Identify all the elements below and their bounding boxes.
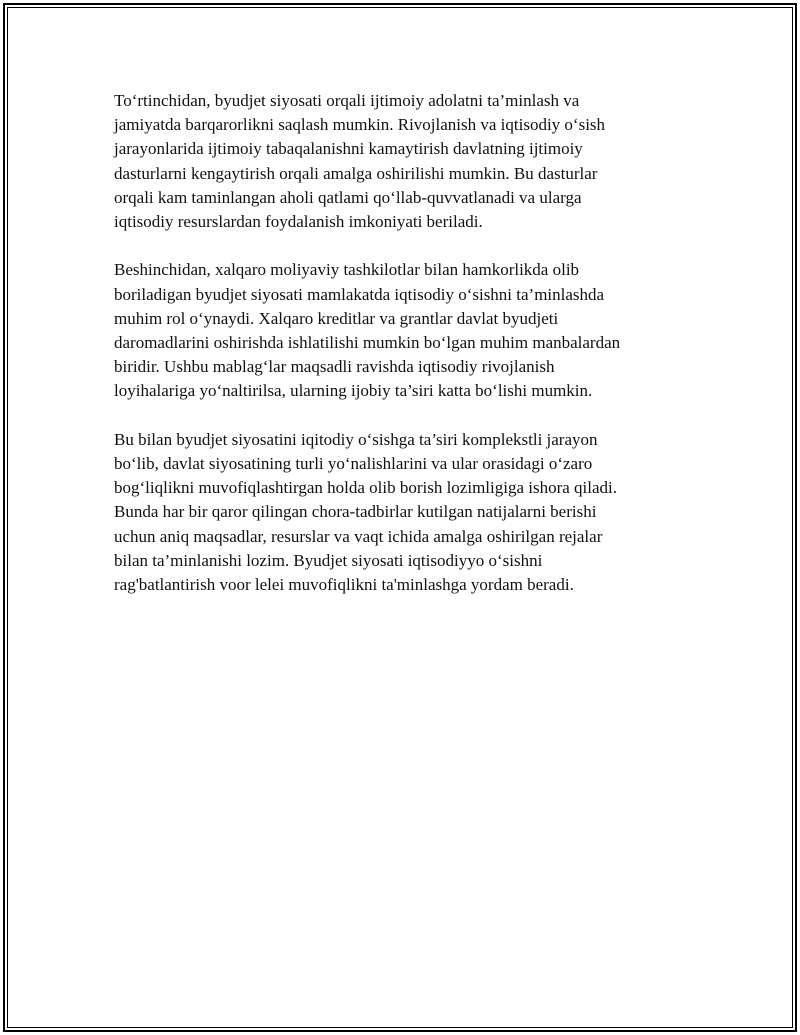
text-line: Bu bilan byudjet siyosatini iqitodiy o‘sishga ta’siri komplekstli jarayon — [114, 429, 598, 449]
text-line: orqali kam taminlangan aholi qatlami qo‘llab-quvvatlanadi va ularga — [114, 187, 582, 207]
text-line: uchun aniq maqsadlar, resurslar va vaqt ichida amalga oshirilgan rejalar — [114, 526, 603, 546]
text-line: bo‘lib, davlat siyosatining turli yo‘nalishlarini va ular orasidagi o‘zaro — [114, 454, 593, 474]
paragraph-2 — [114, 258, 680, 403]
text-line: To‘rtinchidan, byudjet siyosati orqali ijtimoiy adolatni ta’minlash va — [114, 91, 580, 110]
text-line: daromadlarini oshirishda ishlatilishi mumkin bo‘lgan muhim manbalardan — [114, 333, 621, 353]
paragraph-3 — [114, 428, 680, 597]
text-line: Bunda har bir qaror qilingan chora-tadbirlar kutilgan natijalarni berishi — [114, 502, 597, 522]
text-line: muhim rol o‘ynaydi. Xalqaro kreditlar va grantlar davlat byudjeti — [114, 308, 559, 328]
text-line: bilan ta’minlanishi lozim. Byudjet siyosati iqtisodiyyo o‘sishni — [114, 550, 543, 570]
text-line: rag'batlantirish voor lelei muvofiqlikni ta'minlashga yordam beradi. — [114, 575, 574, 595]
text-line: jamiyatda barqarorlikni saqlash mumkin. Rivojlanish va iqtisodiy o‘sish — [114, 115, 606, 135]
paragraph-1 — [114, 89, 680, 234]
text-line: Beshinchidan, xalqaro moliyaviy tashkilotlar bilan hamkorlikda olib — [114, 260, 580, 280]
text-line: boriladigan byudjet siyosati mamlakatda iqtisodiy o‘sishni ta’minlashda — [114, 284, 605, 304]
text-line: bog‘liqlikni muvofiqlashtirgan holda olib borish lozimligiga ishora qiladi. — [114, 478, 618, 498]
text-line: loyihalariga yo‘naltirilsa, ularning ijobiy ta’siri katta bo‘lishi mumkin. — [114, 381, 593, 401]
text-line: jarayonlarida ijtimoiy tabaqalanishni kamaytirish davlatning ijtimoiy — [114, 139, 583, 159]
text-line: iqtisodiy resurslardan foydalanish imkoniyati beriladi. — [114, 212, 483, 232]
document-body — [114, 89, 680, 621]
text-line: dasturlarni kengaytirish orqali amalga oshirilishi mumkin. Bu dasturlar — [114, 163, 598, 183]
text-line: biridir. Ushbu mablag‘lar maqsadli ravishda iqtisodiy rivojlanish — [114, 357, 555, 377]
